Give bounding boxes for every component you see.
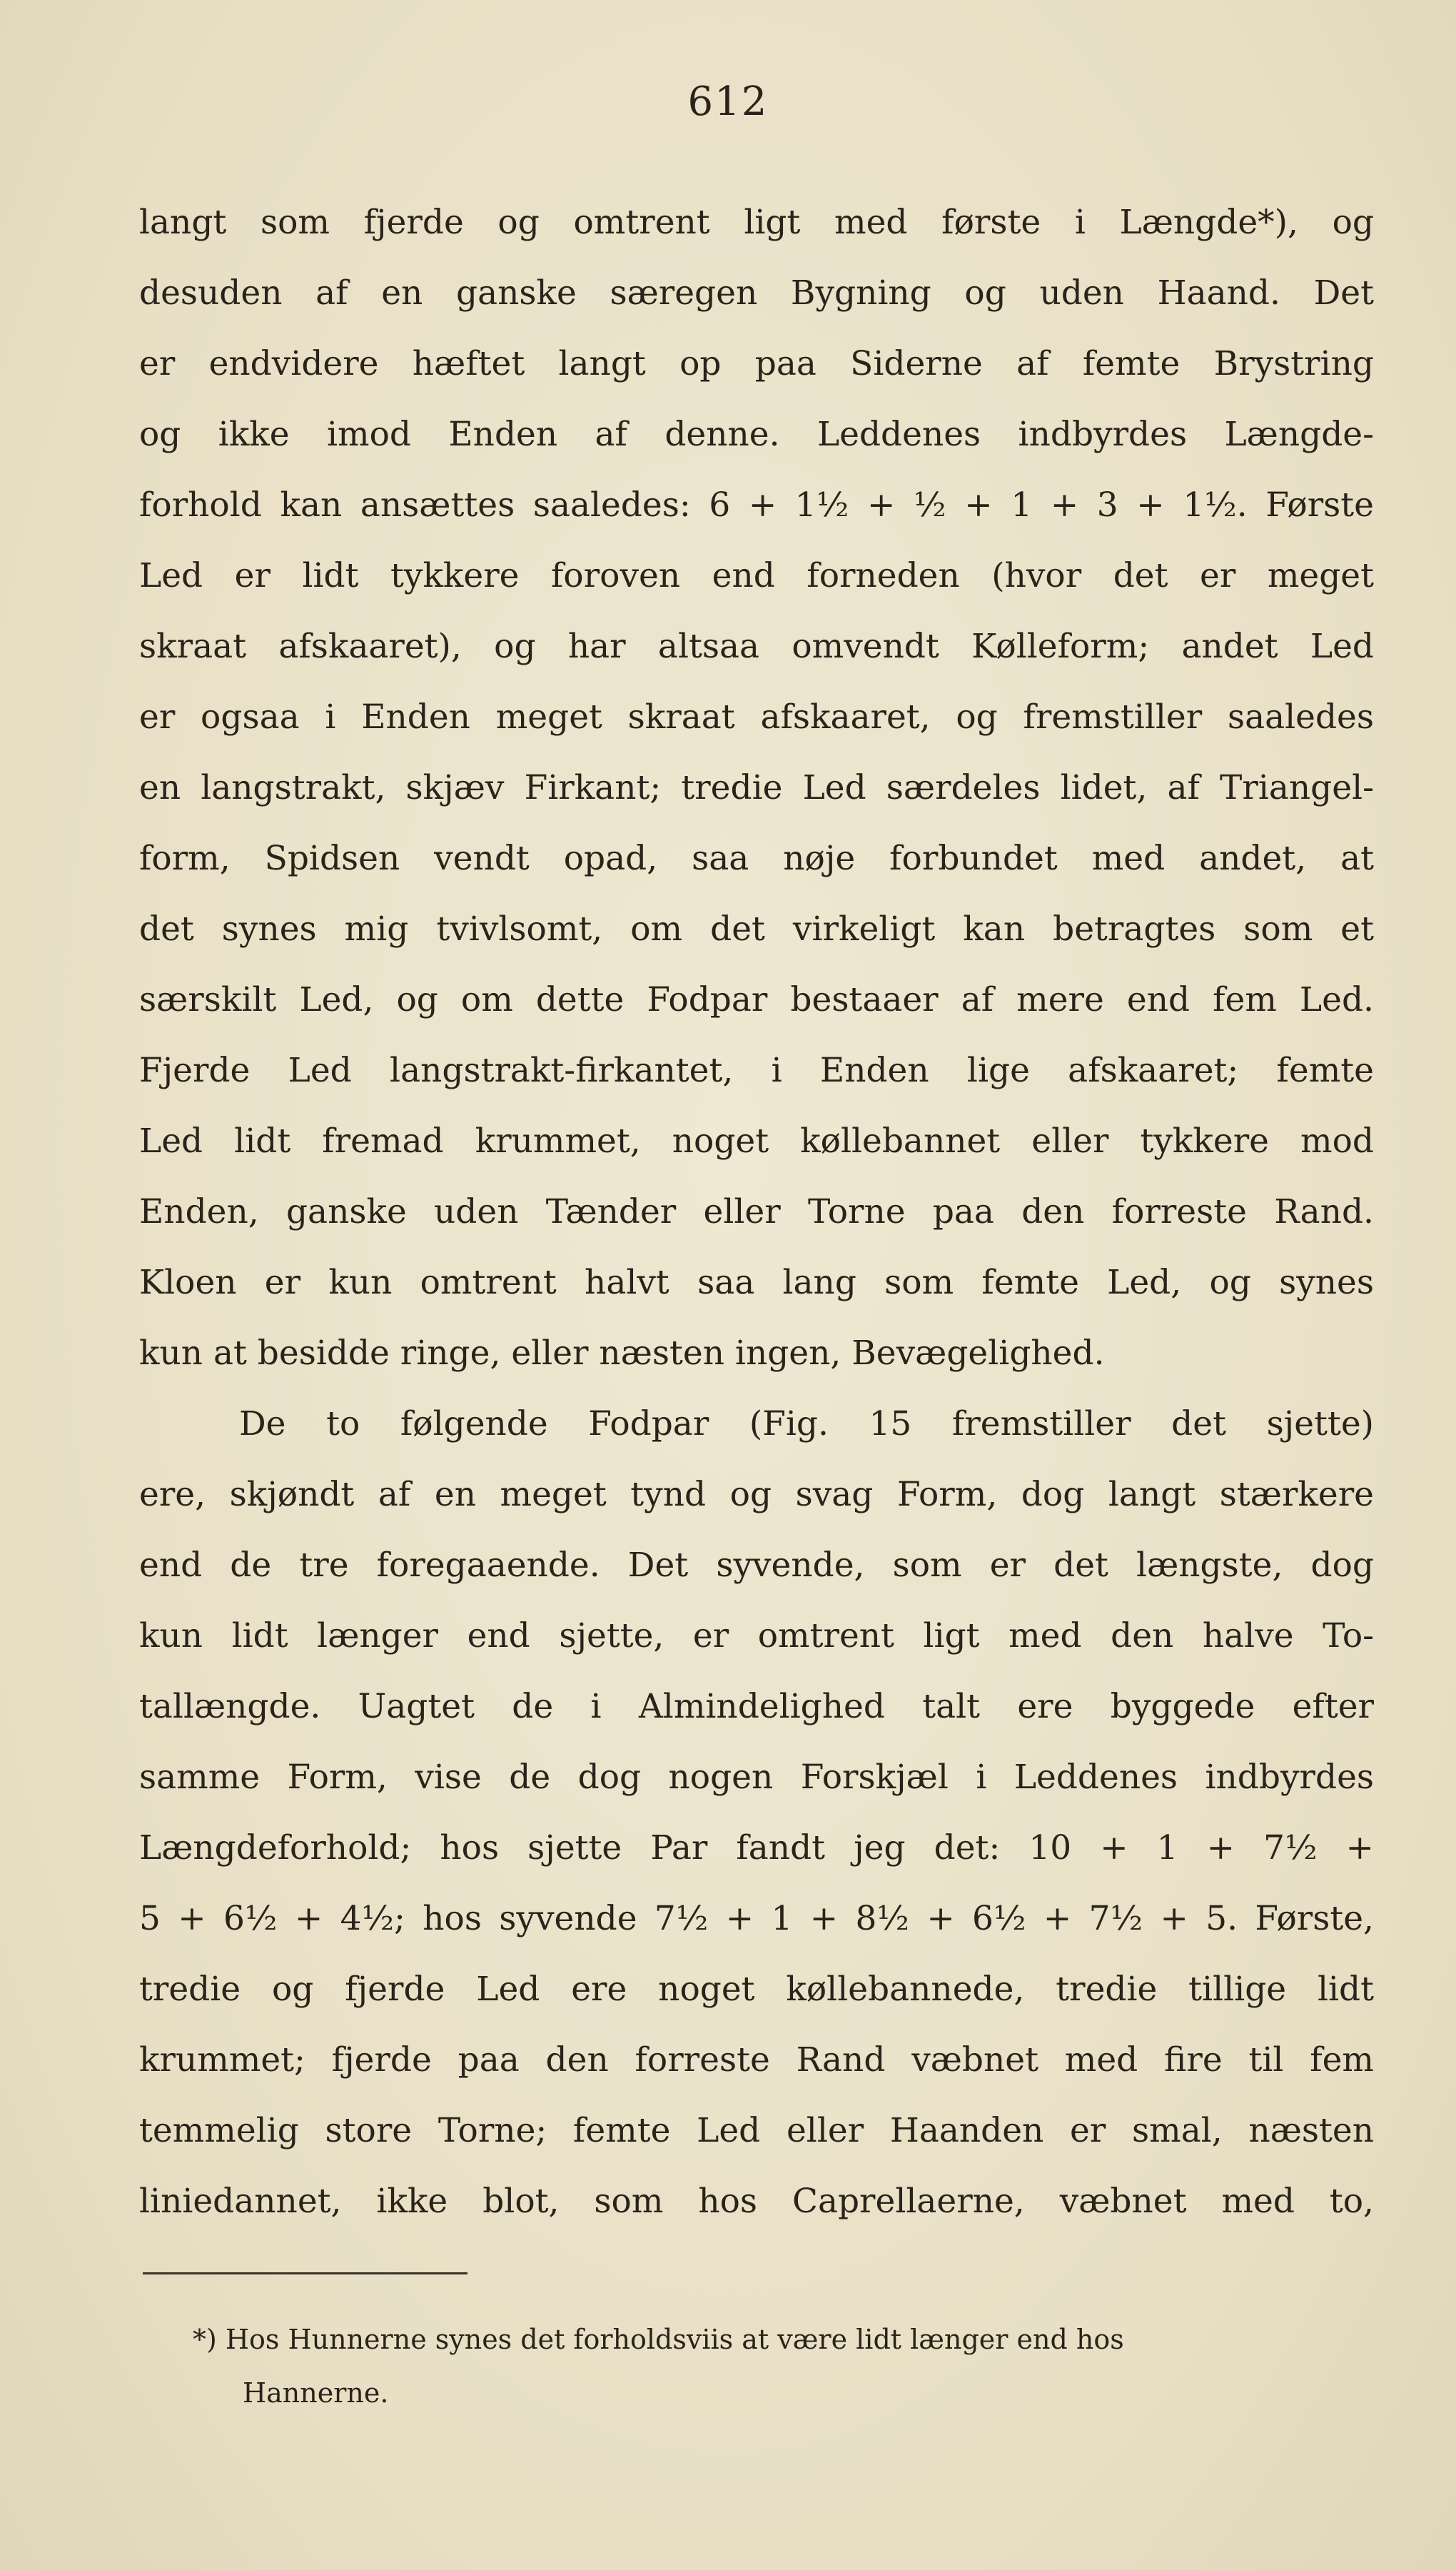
text-line: end de tre foregaaende. Det syvende, som er det længste, dog xyxy=(139,1546,1374,1585)
footnote xyxy=(193,2313,1381,2420)
text-line: krummet; fjerde paa den forreste Rand væbnet med fire til fem xyxy=(139,2040,1374,2080)
text-line: forhold kan ansættes saaledes: 6 + 1½ + ½ + 1 + 3 + 1½. Første xyxy=(139,485,1374,525)
text-line: særskilt Led, og om dette Fodpar bestaaer af mere end fem Led. xyxy=(139,980,1374,1019)
text-line: samme Form, vise de dog nogen Forskjæl i Leddenes indbyrdes xyxy=(139,1758,1374,1797)
text-line: Længdeforhold; hos sjette Par fandt jeg det: 10 + 1 + 7½ + xyxy=(139,1828,1374,1868)
paragraph-start-line: De to følgende Fodpar (Fig. 15 fremstiller det sjette) xyxy=(239,1404,1374,1443)
text-line: Led er lidt tykkere foroven end forneden (hvor det er meget xyxy=(139,556,1374,595)
text-line: en langstrakt, skjæv Firkant; tredie Led særdeles lidet, af Triangel- xyxy=(139,768,1374,807)
text-line: form, Spidsen vendt opad, saa nøje forbundet med andet, at xyxy=(139,839,1374,878)
text-line: langt som fjerde og omtrent ligt med første i Længde*), og xyxy=(139,203,1374,242)
text-line: desuden af en ganske særegen Bygning og uden Haand. Det xyxy=(139,273,1374,313)
text-line: 5 + 6½ + 4½; hos syvende 7½ + 1 + 8½ + 6½ + 7½ + 5. Første, xyxy=(139,1899,1374,1938)
text-line: temmelig store Torne; femte Led eller Haanden er smal, næsten xyxy=(139,2111,1374,2150)
text-line: er ogsaa i Enden meget skraat afskaaret, og fremstiller saaledes xyxy=(139,697,1374,737)
footnote-line: *) Hos Hunnerne synes det forholdsviis at være lidt længer end hos xyxy=(193,2324,1124,2355)
text-line: Enden, ganske uden Tænder eller Torne paa den forreste Rand. xyxy=(139,1192,1374,1231)
text-line: ere, skjøndt af en meget tynd og svag Form, dog langt stærkere xyxy=(139,1475,1374,1514)
text-line: liniedannet, ikke blot, som hos Caprellaerne, væbnet med to, xyxy=(139,2182,1374,2221)
text-line: tallængde. Uagtet de i Almindelighed talt ere byggede efter xyxy=(139,1687,1374,1726)
footnote-divider xyxy=(143,2272,467,2274)
text-line: Fjerde Led langstrakt-firkantet, i Enden lige afskaaret; femte xyxy=(139,1051,1374,1090)
text-line: det synes mig tvivlsomt, om det virkeligt kan betragtes som et xyxy=(139,909,1374,949)
footnote-line: Hannerne. xyxy=(243,2377,389,2409)
text-line: Led lidt fremad krummet, noget køllebannet eller tykkere mod xyxy=(139,1122,1374,1161)
text-line: Kloen er kun omtrent halvt saa lang som femte Led, og synes xyxy=(139,1263,1374,1302)
text-line: kun lidt længer end sjette, er omtrent ligt med den halve To- xyxy=(139,1616,1374,1656)
text-line: skraat afskaaret), og har altsaa omvendt Kølleform; andet Led xyxy=(139,627,1374,666)
paragraph-end-line: kun at besidde ringe, eller næsten ingen, Bevægelighed. xyxy=(139,1334,1105,1373)
text-line: tredie og fjerde Led ere noget køllebannede, tredie tillige lidt xyxy=(139,1970,1374,2009)
page-number: 612 xyxy=(687,79,769,125)
text-line: og ikke imod Enden af denne. Leddenes indbyrdes Længde- xyxy=(139,415,1374,454)
body-text xyxy=(139,187,1374,2237)
text-line: er endvidere hæftet langt op paa Siderne af femte Brystring xyxy=(139,344,1374,383)
